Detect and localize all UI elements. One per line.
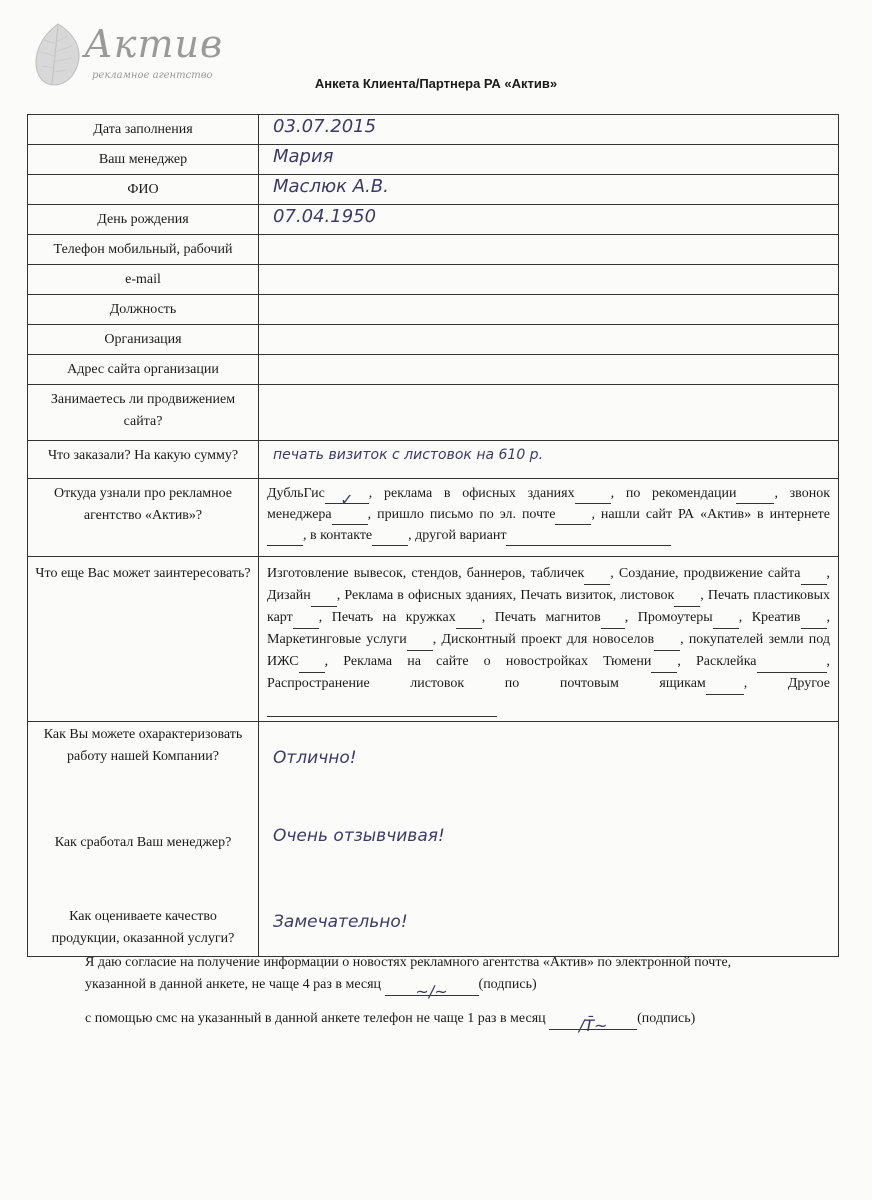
handwritten-value: 07.04.1950 — [273, 206, 377, 227]
field-label: Что еще Вас может заинтересовать? — [28, 557, 259, 722]
table-row — [28, 479, 839, 557]
site-promotion-field[interactable] — [259, 385, 839, 441]
other-option[interactable] — [506, 531, 671, 546]
handwritten-value: Маслюк А.В. — [273, 176, 389, 197]
field-label: Дата заполнения — [28, 115, 259, 145]
print-cards-option[interactable] — [674, 592, 700, 607]
source-options: ДубльГис ✓ , реклама в офисных зданиях , по рекомендации , звонок менеджера , пришло письмо по эл. почте , нашли сайт РА «Актив» в интернете, в контакте , другой вариант — [259, 479, 839, 557]
table-row — [28, 355, 839, 385]
web-dev-option[interactable] — [801, 570, 827, 585]
signage-option[interactable] — [584, 570, 610, 585]
field-label: Адрес сайта организации — [28, 355, 259, 385]
newcomers-option[interactable] — [654, 636, 680, 651]
table-row — [28, 145, 839, 175]
design-option[interactable] — [311, 592, 337, 607]
email-field[interactable] — [259, 265, 839, 295]
email-consent: Я даю согласие на получение информации о новостях рекламного агентства «Актив» по электронной почте, указанной в данной анкете, не чаще 4 раз в месяц ~∕~ (подпись) — [85, 955, 732, 1001]
office-ads-option[interactable] — [575, 489, 611, 504]
table-row — [28, 441, 839, 479]
field-label: ФИО — [28, 175, 259, 205]
interest-options: Изготовление вывесок, стендов, баннеров, табличек , Создание, продвижение сайта , Дизайн , Реклама в офисных зданиях, Печать визиток, листовок , Печать пластиковых карт , Печать на кружках , Печать магнитов , Промоутеры , Креатив , Маркетинговые услуги , Дисконтный проект для новоселов , покупателей земли под ИЖС , Реклама на сайте о новостройках Тюмени , Расклейка , Распространение листовок по почтовым ящикам , Другое — [259, 557, 839, 722]
logo-tagline: рекламное агентство — [92, 70, 213, 81]
dublgis-option[interactable] — [325, 489, 369, 509]
table-row — [28, 295, 839, 325]
field-label: День рождения — [28, 205, 259, 235]
handwritten-value: 03.07.2015 — [273, 116, 377, 137]
signature-icon: ∕Т̄~ — [578, 1016, 608, 1035]
land-buyers-option[interactable] — [299, 658, 325, 673]
table-row — [28, 115, 839, 145]
website-field[interactable] — [259, 355, 839, 385]
field-label: Ваш менеджер — [28, 145, 259, 175]
manager-rating-answer[interactable]: Очень отзывчивая! — [273, 826, 445, 846]
promoters-option[interactable] — [713, 614, 739, 629]
field-label: e-mail — [28, 265, 259, 295]
position-field[interactable] — [259, 295, 839, 325]
field-label: Что заказали? На какую сумму? — [28, 441, 259, 479]
checkmark-icon: ✓ — [340, 490, 354, 509]
fill-date-field[interactable] — [259, 115, 839, 145]
plastic-cards-option[interactable] — [293, 614, 319, 629]
email-letter-option[interactable] — [555, 510, 591, 525]
field-label: Как оцениваете качество продукции, оказанной услуги? — [51, 909, 235, 946]
field-label: Должность — [28, 295, 259, 325]
signature-icon: ~∕~ — [415, 982, 448, 1001]
order-field[interactable] — [259, 441, 839, 479]
table-row — [28, 265, 839, 295]
marketing-option[interactable] — [407, 636, 433, 651]
table-row — [28, 557, 839, 722]
email-signature-line[interactable] — [385, 981, 479, 1001]
feedback-answers — [259, 722, 839, 957]
field-label: Телефон мобильный, рабочий — [28, 235, 259, 265]
table-row — [28, 325, 839, 355]
organization-field[interactable] — [259, 325, 839, 355]
table-row — [28, 235, 839, 265]
birthday-field[interactable] — [259, 205, 839, 235]
other-interest-option[interactable] — [267, 702, 497, 717]
field-label: Занимаетесь ли продвижением сайта? — [28, 385, 259, 441]
field-label: Откуда узнали про рекламное агентство «Актив»? — [28, 479, 259, 557]
field-label: Организация — [28, 325, 259, 355]
company-rating-answer[interactable]: Отлично! — [273, 748, 357, 768]
table-row — [28, 175, 839, 205]
new-buildings-option[interactable] — [651, 658, 677, 673]
creative-option[interactable] — [801, 614, 827, 629]
client-questionnaire-table — [27, 114, 839, 957]
table-row — [28, 722, 839, 957]
manager-field[interactable] — [259, 145, 839, 175]
field-label: Как сработал Ваш менеджер? — [54, 835, 232, 850]
vkontakte-option[interactable] — [372, 531, 408, 546]
sms-consent: с помощью смс на указанный в данной анкете телефон не чаще 1 раз в месяц ∕Т̄~ (подпись) — [85, 1011, 696, 1035]
mugs-option[interactable] — [456, 614, 482, 629]
field-label: Как Вы можете охарактеризовать работу нашей Компании? — [43, 727, 243, 764]
handwritten-value: печать визиток с листовок на 610 р. — [273, 447, 544, 463]
table-row — [28, 205, 839, 235]
manager-call-option[interactable] — [332, 510, 368, 525]
magnets-option[interactable] — [601, 614, 625, 629]
recommendation-option[interactable] — [736, 489, 774, 504]
form-title: Анкета Клиента/Партнера РА «Актив» — [314, 76, 558, 91]
full-name-field[interactable] — [259, 175, 839, 205]
leaflets-option[interactable] — [706, 680, 744, 695]
sms-signature-line[interactable] — [549, 1015, 637, 1035]
table-row — [28, 385, 839, 441]
logo-brand-text: Актив — [84, 22, 224, 66]
handwritten-value: Мария — [273, 146, 334, 167]
phone-field[interactable] — [259, 235, 839, 265]
website-option[interactable] — [267, 531, 303, 546]
quality-rating-answer[interactable]: Замечательно! — [273, 912, 408, 932]
posting-option[interactable] — [757, 658, 827, 673]
feedback-labels — [28, 722, 259, 957]
